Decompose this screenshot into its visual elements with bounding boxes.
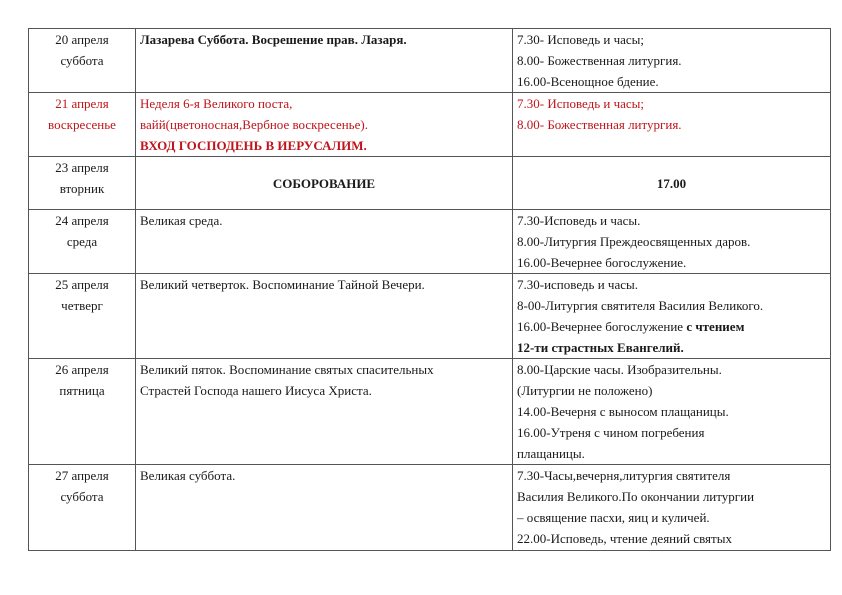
service-line: 8.00-Царские часы. Изобразительны.: [517, 362, 722, 377]
service-line: 16.00-Всенощное бдение.: [517, 74, 659, 89]
event-cell: [136, 274, 513, 359]
table-row: [29, 210, 831, 274]
event-text: Лазарева Суббота. Восрешение прав. Лазаря.: [140, 32, 407, 47]
service-line: 22.00-Исповедь, чтение деяний святых: [517, 531, 732, 546]
services-cell: [513, 274, 831, 359]
weekday-label: воскресенье: [48, 117, 116, 132]
table-row: [29, 465, 831, 551]
weekday-label: четверг: [61, 298, 103, 313]
services-cell: [513, 210, 831, 274]
date-label: 25 апреля: [55, 277, 109, 292]
event-title: ВХОД ГОСПОДЕНЬ В ИЕРУСАЛИМ.: [140, 138, 367, 153]
event-cell: [136, 157, 513, 210]
service-line: 12-ти страстных Евангелий.: [517, 340, 684, 355]
date-cell: [29, 93, 136, 157]
services-cell: [513, 29, 831, 93]
service-line: 8.00- Божественная литургия.: [517, 117, 682, 132]
weekday-label: суббота: [60, 489, 104, 504]
date-label: 21 апреля: [55, 96, 109, 111]
event-cell: [136, 210, 513, 274]
event-cell: [136, 359, 513, 465]
weekday-label: вторник: [59, 181, 105, 196]
weekday-label: среда: [66, 234, 98, 249]
services-cell: [513, 359, 831, 465]
service-line: Василия Великого.По окончании литургии: [517, 489, 755, 504]
service-line: плащаницы.: [517, 446, 585, 461]
date-label: 23 апреля: [55, 160, 109, 175]
service-line: 8.00- Божественная литургия.: [517, 53, 682, 68]
service-line: 8.00-Литургия Преждеосвященных даров.: [517, 234, 751, 249]
service-line: 8-00-Литургия святителя Василия Великого.: [517, 298, 764, 313]
service-line: 7.30-исповедь и часы.: [517, 277, 638, 292]
date-label: 26 апреля: [55, 362, 109, 377]
table-row: [29, 274, 831, 359]
services-cell: [513, 157, 831, 210]
service-line: (Литургии не положено): [517, 383, 653, 398]
service-line: 7.30- Исповедь и часы;: [517, 96, 645, 111]
weekday-label: пятница: [59, 383, 105, 398]
service-line: 16.00-Вечернее богослужение.: [517, 255, 687, 270]
table-row: [29, 29, 831, 93]
date-label: 27 апреля: [55, 468, 109, 483]
date-label: 24 апреля: [55, 213, 109, 228]
date-cell: [29, 29, 136, 93]
table-row: [29, 93, 831, 157]
event-text: Великий четверток. Воспоминание Тайной Вечери.: [140, 277, 425, 292]
date-label: 20 апреля: [55, 32, 109, 47]
service-line: 7.30- Исповедь и часы;: [517, 32, 645, 47]
event-cell: [136, 29, 513, 93]
event-text: вайй(цветоносная,Вербное воскресенье).: [140, 117, 368, 132]
service-line: 16.00-Утреня с чином погребения: [517, 425, 705, 440]
weekday-label: суббота: [60, 53, 104, 68]
services-cell: [513, 465, 831, 551]
service-emphasis: с чтением: [686, 319, 745, 334]
date-cell: [29, 359, 136, 465]
event-title: СОБОРОВАНИЕ: [272, 175, 376, 191]
event-cell: [136, 465, 513, 551]
date-cell: [29, 465, 136, 551]
table-row: [29, 157, 831, 210]
event-text: Страстей Господа нашего Иисуса Христа.: [140, 383, 372, 398]
event-cell: [136, 93, 513, 157]
event-text: Великий пяток. Воспоминание святых спасительных: [140, 362, 434, 377]
date-cell: [29, 210, 136, 274]
service-line: – освящение пасхи, яиц и куличей.: [517, 510, 710, 525]
service-time: 17.00: [656, 175, 687, 191]
event-text: Великая среда.: [140, 213, 223, 228]
service-line: [517, 316, 826, 337]
service-line: 7.30-Исповедь и часы.: [517, 213, 641, 228]
service-text: 16.00-Вечернее богослужение: [517, 319, 687, 334]
event-text: Неделя 6-я Великого поста,: [140, 96, 293, 111]
table-row: [29, 359, 831, 465]
service-line: 14.00-Вечерня с выносом плащаницы.: [517, 404, 729, 419]
services-cell: [513, 93, 831, 157]
event-text: Великая суббота.: [140, 468, 236, 483]
date-cell: [29, 274, 136, 359]
date-cell: [29, 157, 136, 210]
schedule-table: [28, 28, 831, 551]
service-line: 7.30-Часы,вечерня,литургия святителя: [517, 468, 731, 483]
